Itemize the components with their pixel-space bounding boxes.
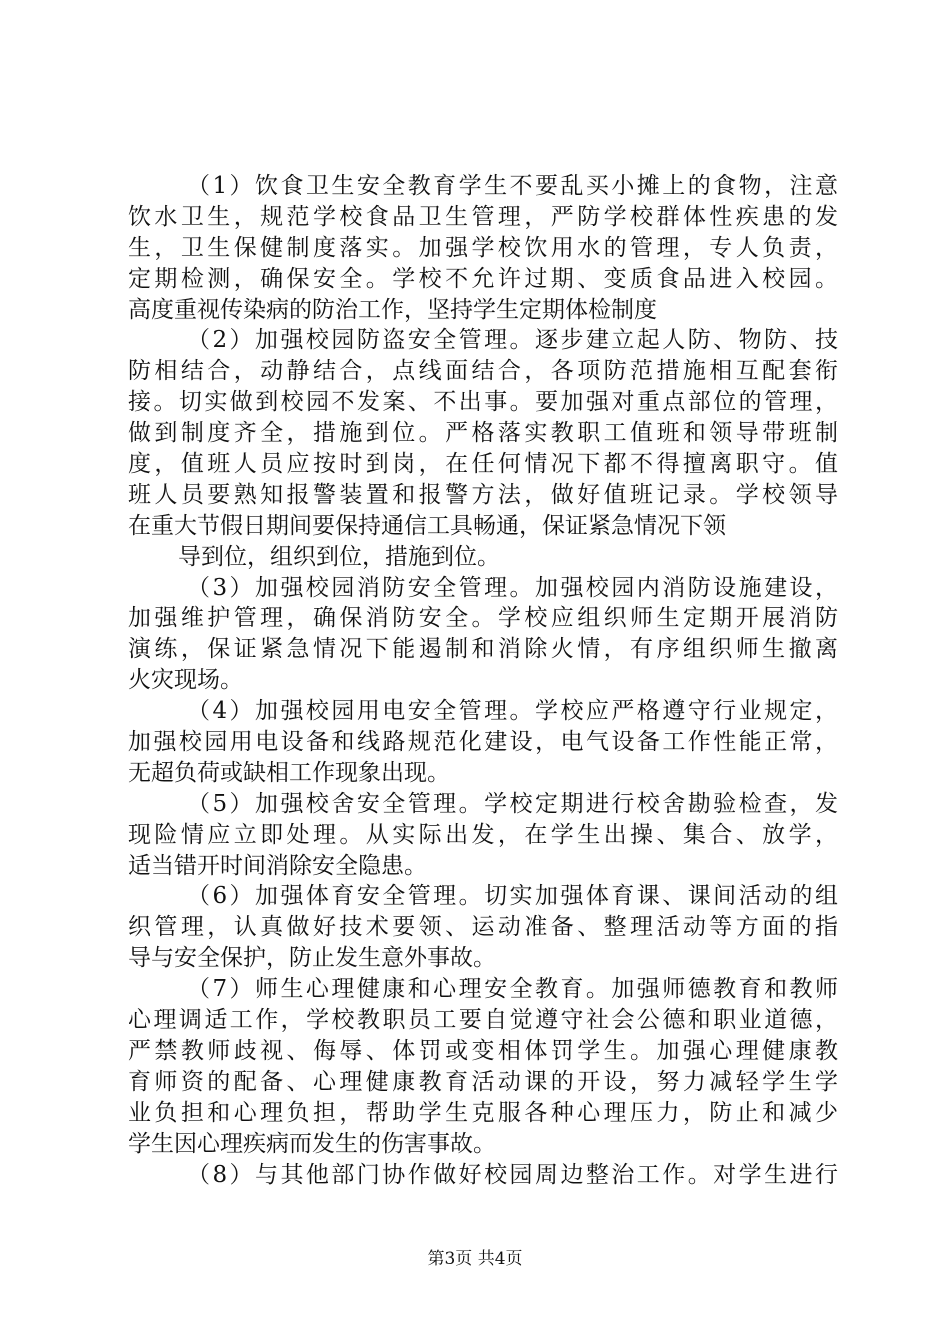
document-body: [128, 171, 838, 1190]
text-line: 定期检测，确保安全。学校不允许过期、变质食品进入校园。: [128, 265, 838, 292]
text-line: 现险情应立即处理。从实际出发，在学生出操、集合、放学，: [128, 821, 838, 848]
text-line: 火灾现场。: [128, 667, 243, 694]
text-line: 班人员要熟知报警装置和报警方法，做好值班记录。学校领导: [128, 481, 838, 508]
text-line: （7）师生心理健康和心理安全教育。加强师德教育和教师: [187, 976, 838, 1003]
text-line: （1）饮食卫生安全教育学生不要乱买小摊上的食物，注意: [187, 173, 838, 199]
text-line: 育师资的配备、心理健康教育活动课的开设，努力减轻学生学: [128, 1068, 838, 1095]
text-line: 做到制度齐全，措施到位。严格落实教职工值班和领导带班制: [128, 420, 838, 447]
text-line: 演练，保证紧急情况下能遏制和消除火情，有序组织师生撤离: [128, 636, 838, 663]
text-line: 接。切实做到校园不发案、不出事。要加强对重点部位的管理，: [128, 389, 838, 416]
text-line: 度，值班人员应按时到岗，在任何情况下都不得擅离职守。值: [128, 451, 838, 478]
text-line: 适当错开时间消除安全隐患。: [128, 852, 427, 879]
text-line: 在重大节假日期间要保持通信工具畅通，保证紧急情况下领: [128, 512, 726, 539]
text-line: （4）加强校园用电安全管理。学校应严格遵守行业规定，: [187, 698, 838, 725]
text-line: 导与安全保护，防止发生意外事故。: [128, 945, 496, 972]
text-line: （3）加强校园消防安全管理。加强校园内消防设施建设，: [187, 574, 838, 601]
text-line: 严禁教师歧视、侮辱、体罚或变相体罚学生。加强心理健康教: [128, 1037, 838, 1064]
text-line: 学生因心理疾病而发生的伤害事故。: [128, 1130, 496, 1157]
text-line: （8）与其他部门协作做好校园周边整治工作。对学生进行: [187, 1161, 838, 1188]
text-line: 加强校园用电设备和线路规范化建设，电气设备工作性能正常，: [128, 729, 838, 756]
text-line: 心理调适工作，学校教职员工要自觉遵守社会公德和职业道德，: [128, 1007, 838, 1034]
text-line: （6）加强体育安全管理。切实加强体育课、课间活动的组: [187, 883, 838, 910]
text-line: 生，卫生保健制度落实。加强学校饮用水的管理，专人负责，: [128, 234, 838, 261]
text-line: 加强维护管理，确保消防安全。学校应组织师生定期开展消防: [128, 605, 838, 632]
text-line: 高度重视传染病的防治工作，坚持学生定期体检制度: [128, 296, 657, 323]
page-number: 第3页 共4页: [427, 1249, 523, 1269]
text-line: 业负担和心理负担，帮助学生克服各种心理压力，防止和减少: [128, 1099, 838, 1126]
text-line: 导到位，组织到位，措施到位。: [178, 543, 500, 570]
text-line: 防相结合，动静结合，点线面结合，各项防范措施相互配套衔: [128, 358, 838, 385]
text-line: 无超负荷或缺相工作现象出现。: [128, 759, 450, 786]
text-line: （2）加强校园防盗安全管理。逐步建立起人防、物防、技: [187, 327, 838, 354]
text-line: 织管理，认真做好技术要领、运动准备、整理活动等方面的指: [128, 914, 838, 941]
text-line: （5）加强校舍安全管理。学校定期进行校舍勘验检查，发: [187, 790, 838, 817]
text-line: 饮水卫生，规范学校食品卫生管理，严防学校群体性疾患的发: [128, 203, 838, 230]
